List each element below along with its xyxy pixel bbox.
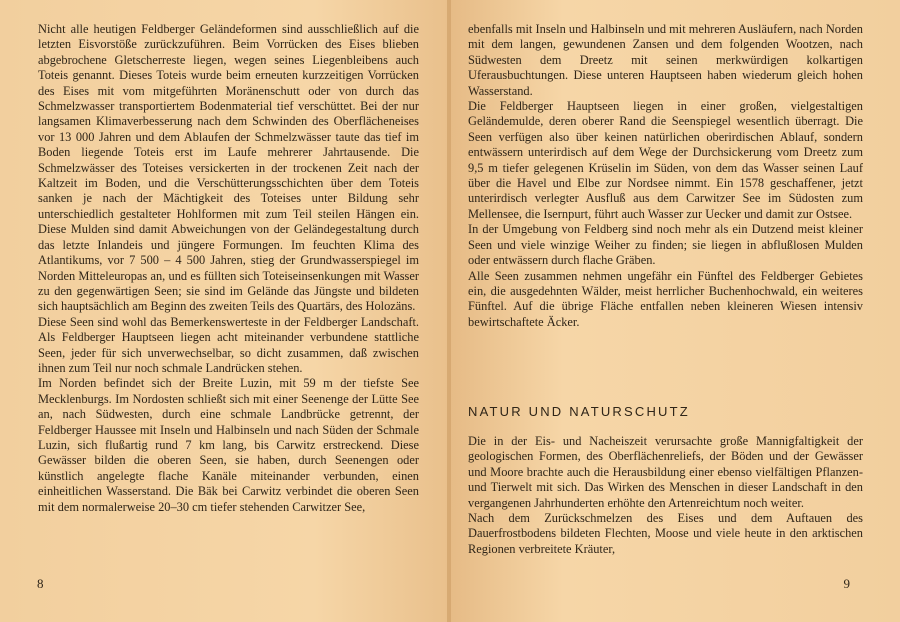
paragraph: Nicht alle heutigen Feldberger Geländeformen sind ausschließlich auf die letzten Eisvorstöße zurückzuführen. Beim Vorrücken des Eises blieben abgebrochene Gletscherreste liegen, wegen seines Liegenbleibens auch Toteis genannt. Dieses Toteis wurde beim erneuten kurzzeitigen Vorrücken des Eises mit vom mitgeführten Moränenschutt oder von durch das Schmelzwasser transportiertem Bodenmaterial tief verschüttet. Bei der nur langsamen Klimaverbesserung nach dem Schwinden des Oberflächeneises vor 13 000 Jahren und dem Ablaufen der Schmelzwässer taute das tief im Boden liegende Toteis erst im Laufe mehrerer Jahrtausende. Die Schmelzwässer des Toteises versickerten in der trockenen Zeit nach der Kaltzeit im Boden, und die Verschütterungsschichten über dem Toteis sanken je nach der Mächtigkeit des Toteises unter Bildung sehr unterschiedlich gestalteter Hohlformen mit zum Teil steilen Hängen ein. Diese Mulden sind damit Abweichungen von der Geländegestaltung durch das letzte Inlandeis und jüngere Formungen. Im feuchten Klima des Atlantikums, vor 7 500 – 4 500 Jahren, stieg der Grundwasserspiegel im Norden Mitteleuropas an, und es füllten sich Toteiseinsenkungen mit Wasser zu den gegenwärtigen Seen; sie sind im Gelände das Jüngste und bildeten sich hauptsächlich am Beginn des zweiten Teils des Quartärs, des Holozäns. [38,22,419,314]
paragraph: Im Norden befindet sich der Breite Luzin, mit 59 m der tiefste See Mecklenburgs. Im Nordosten schließt sich mit einer Seenenge der Lütte See an, nach Südwesten, durch eine schmale Landbrücke getrennt, der Feldberger Haussee mit Inseln und Halbinseln und nach Süden der Schmale Luzin, sich flußartig rund 7 km lang, bis Carwitz erstreckend. Diese Gewässer bilden die oberen Seen, sie haben, durch Seenengen oder künstlich angelegte flache Kanäle miteinander verbunden, einen einheitlichen Wasserstand. Die Bäk bei Carwitz verbindet die oberen Seen mit dem normalerweise 20–30 cm tiefer stehenden Carwitzer See, [38,376,419,514]
paragraph: Die in der Eis- und Nacheiszeit verursachte große Mannigfaltigkeit der geologischen Formen, des Oberflächenreliefs, der Böden und der Gewässer und Moore brachte auch die Herausbildung einer ebenso vielfältigen Pflanzen- und Tierwelt mit sich. Das Wirken des Menschen in dieser Landschaft in den vergangenen Jahrhunderten erhöhte den Artenreichtum noch weiter. [468,434,863,510]
paragraph: ebenfalls mit Inseln und Halbinseln und mit mehreren Ausläufern, nach Norden mit dem langen, gewundenen Zansen und dem folgenden Wootzen, nach Südwesten dem Dreetz mit seinen merkwürdigen kolkartigen Uferausbuchtungen. Diese unteren Hauptseen haben wiederum gleich hohen Wasserstand. [468,22,863,98]
right-page-text [468,22,863,330]
paragraph: In der Umgebung von Feldberg sind noch mehr als ein Dutzend meist kleiner Seen und viele winzige Weiher zu finden; sie liegen in abflußlosen Mulden oder entwässern durch flache Gräben. [468,222,863,268]
right-page [451,0,900,622]
left-page-text [38,22,419,515]
left-page [0,0,449,622]
section-text [468,434,863,557]
paragraph: Nach dem Zurückschmelzen des Eises und dem Auftauen des Dauerfrostbodens bildeten Flechten, Moose und viele heute in den arktischen Regionen verbreitete Kräuter, [468,511,863,556]
page-number: 8 [37,576,44,591]
paragraph: Diese Seen sind wohl das Bemerkenswerteste in der Feldberger Landschaft. Als Feldberger Hauptseen liegen acht miteinander verbundene stattliche Seen, jeder für sich unverwechselbar, so dicht zusammen, daß zwischen ihnen zum Teil nur noch schmale Landrücken stehen. [38,314,419,375]
paragraph: Die Feldberger Hauptseen liegen in einer großen, vielgestaltigen Geländemulde, deren oberer Rand die Seenspiegel wesentlich überragt. Die Seen verfügen also über keinen natürlichen oberirdischen Ablauf, sondern entwässern unterirdisch auf dem Wege der Durchsickerung vom Dreetz zum 9,5 m tiefer gelegenen Krüselin im Süden, von dem das Wasser seinen Lauf über die Havel und Elbe zur Nordsee nimmt. Ein 1578 geschaffener, jetzt unterirdisch verlegter Ausfluß aus dem Carwitzer See im Südosten zum Mellensee, die Isernpurt, führt auch Wasser zur Uecker und damit zur Ostsee. [468,99,863,221]
paragraph: Alle Seen zusammen nehmen ungefähr ein Fünftel des Feldberger Gebietes ein, die ausgedehnten Wälder, meist herrlicher Buchenhochwald, ein weiteres Fünftel. Auf die übrige Fläche entfallen neben kleineren Wiesen intensiv bewirtschaftete Äcker. [468,268,863,329]
page-number: 9 [843,576,850,591]
section-heading: NATUR UND NATURSCHUTZ [468,404,690,419]
